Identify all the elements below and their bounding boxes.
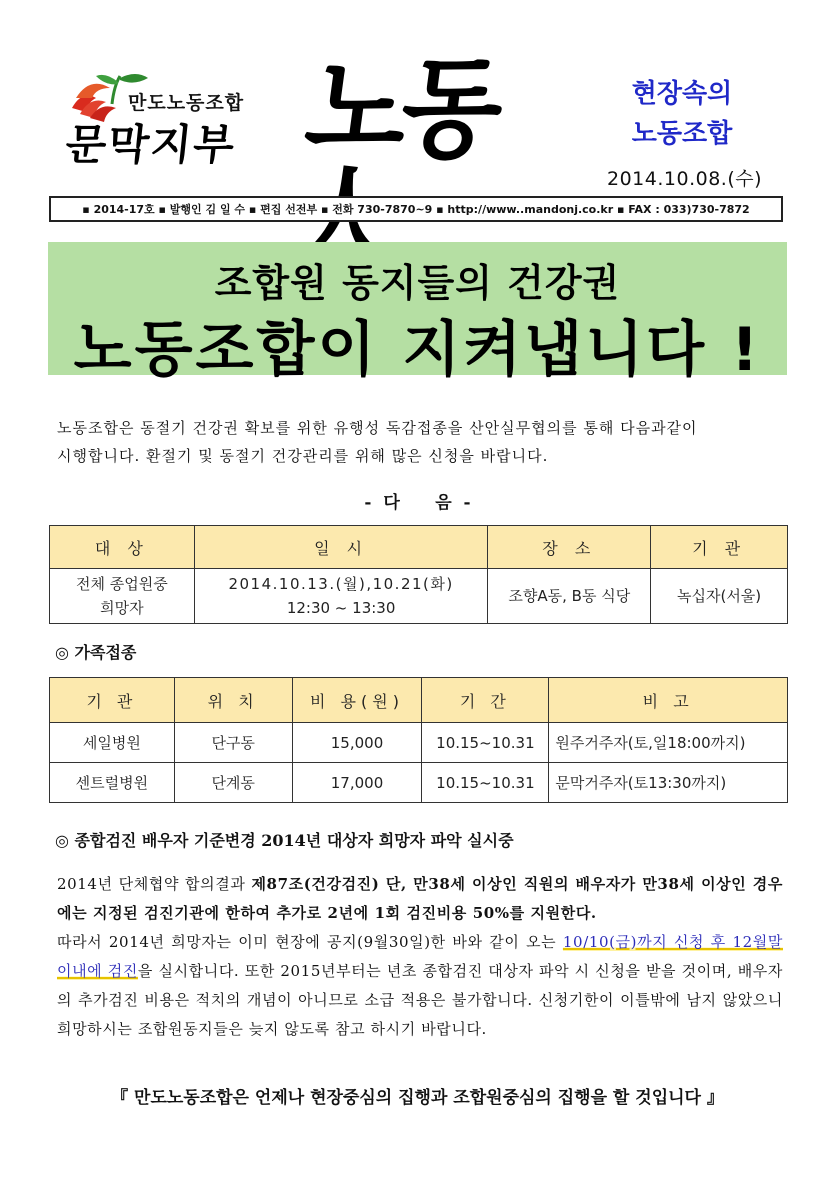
datetime-line-1: 2014.10.13.(월),10.21(화) [228,575,454,593]
header-cost: 비 용(원) [292,678,422,723]
checkup-p2-rest: 을 실시합니다. 또한 2015년부터는 년초 종합검진 대상자 파악 시 신청을 받을 것이며, 배우자의 추가검진 비용은 적치의 개념이 아니므로 소급 적용은 불가합니다. 신청기한이 이틀밖에 남지 않았으니 희망하시는 조합원동지들은 늦지 않도록 참고 하시기 바랍니다. [57,962,783,1038]
spouse-checkup-body [57,870,783,1044]
intro-paragraph [57,414,787,470]
cell-location: 단계동 [174,763,292,803]
vaccination-schedule-table [49,525,788,624]
union-name: 만도노동조합 [128,92,245,114]
cell-cost: 15,000 [292,723,422,763]
notice-heading: - 다 음 - [364,493,471,513]
slogan-line-1: 현장속의 [631,79,733,109]
cell-place: 조향A동, B동 식당 [488,569,651,624]
issue-date: 2014.10.08.(수) [607,168,763,190]
corner-slogan [612,74,752,154]
checkup-p1-intro: 2014년 단체협약 합의결과 [57,875,252,893]
newspaper-title-text: 노동人 [298,44,505,174]
publication-info-bar [49,196,783,222]
closing-slogan: 『 만도노동조합은 언제나 현장중심의 집행과 조합원중심의 집행을 할 것입니다 』 [111,1088,724,1108]
family-vaccination-heading: ◎ 가족접종 [55,643,137,662]
intro-line-2: 시행합니다. 환절기 및 동절기 건강관리를 위해 많은 신청을 바랍니다. [57,447,549,465]
header-location: 위 치 [174,678,292,723]
table-header-row [50,526,788,569]
header-target: 대 상 [50,526,195,569]
checkup-p2-start: 따라서 2014년 희망자는 이미 현장에 공지(9월30일)한 바와 같이 오는 [57,933,563,951]
header-datetime: 일 시 [194,526,488,569]
target-line-2: 희망자 [100,599,144,617]
table-row [50,569,788,624]
checkup-p1-clause: 제87조(건강검진) 단, 만38세 이상인 직원의 배우자가 만38세 이상인 경우에는 지정된 검진기관에 한하여 추가로 2년에 1회 검진비용 50%를 지원한다. [57,875,783,922]
cell-location: 단구동 [174,723,292,763]
intro-line-1: 노동조합은 동절기 건강권 확보를 위한 유행성 독감접종을 산안실무협의를 통해 다음과같이 [57,419,698,437]
cell-note: 문막거주자(토13:30까지) [549,763,788,803]
headline-line-1: 조합원 동지들의 건강권 [214,261,621,305]
header-agency: 기 관 [50,678,175,723]
cell-target [50,569,195,624]
checkup-paragraph-1 [57,870,783,928]
cell-agency: 센트럴병원 [50,763,175,803]
newspaper-title [298,44,540,182]
headline-line-2: 노동조합이 지켜냅니다 ! [73,315,762,385]
header-place: 장 소 [488,526,651,569]
family-vaccination-table [49,677,788,803]
publication-info-text: ▪ 2014-17호 ▪ 발행인 김 일 수 ▪ 편집 선전부 ▪ 전화 730-7870~9 ▪ http://www..mandonj.co.kr ▪ FAX : 033)730-7872 [82,203,750,216]
spouse-checkup-heading: ◎ 종합검진 배우자 기준변경 2014년 대상자 희망자 파악 실시중 [55,831,514,850]
table-row [50,723,788,763]
table-row [50,763,788,803]
cell-period: 10.15~10.31 [422,763,549,803]
cell-datetime [194,569,488,624]
headline-banner [48,242,787,385]
header-agency: 기 관 [651,526,788,569]
header-note: 비 고 [549,678,788,723]
cell-agency: 세일병원 [50,723,175,763]
datetime-line-2: 12:30 ~ 13:30 [286,599,396,617]
cell-cost: 17,000 [292,763,422,803]
slogan-line-2: 노동조합 [631,119,733,149]
cell-note: 원주거주자(토,일18:00까지) [549,723,788,763]
table-header-row [50,678,788,723]
target-line-1: 전체 종업원중 [76,575,168,593]
branch-name: 문막지부 [63,120,239,169]
checkup-deadline-highlight: 10/10(금)까지 신청 후 12월말 이내에 검진 [57,933,783,980]
header-period: 기 간 [422,678,549,723]
cell-period: 10.15~10.31 [422,723,549,763]
cell-agency: 녹십자(서울) [651,569,788,624]
checkup-paragraph-2 [57,928,783,1044]
